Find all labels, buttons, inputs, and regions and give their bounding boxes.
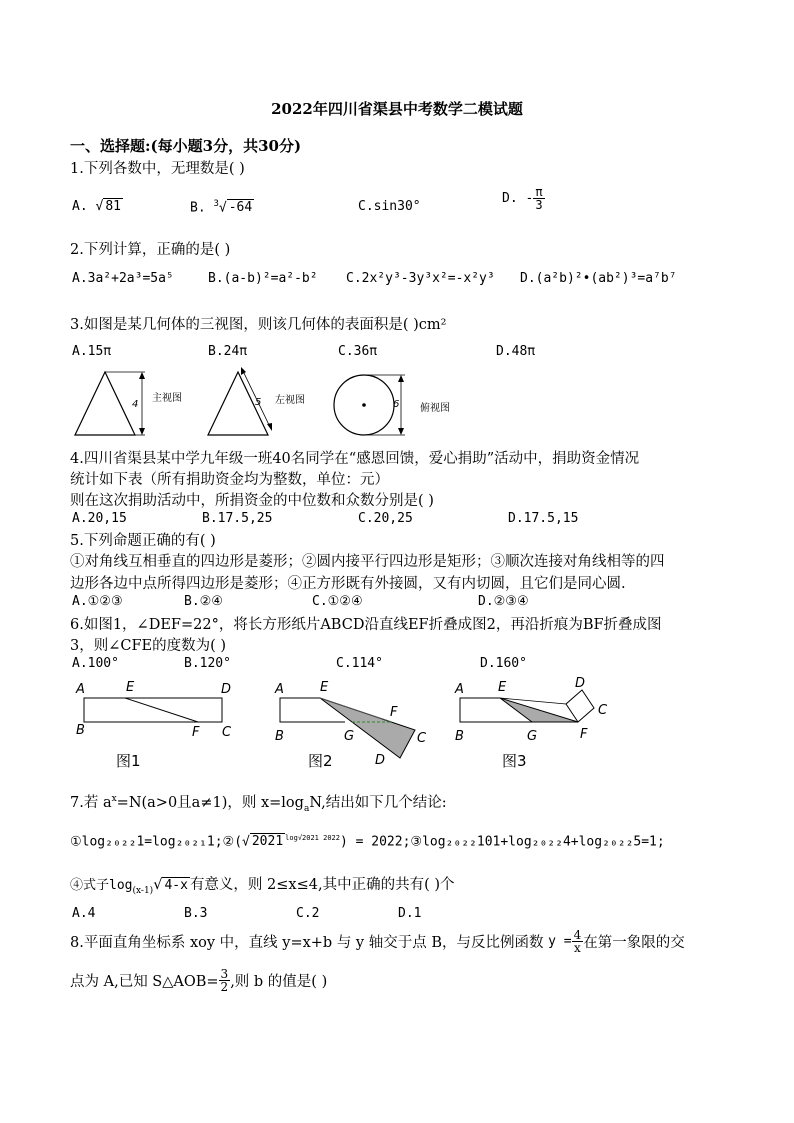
q1-option-b: B. $^3$√ -64 [190, 199, 253, 216]
q4-option-d: D.17.5,15 [508, 511, 579, 526]
svg-text:B: B [76, 723, 85, 738]
svg-text:G: G [344, 729, 355, 744]
svg-text:D: D [575, 676, 586, 691]
q3-three-views-figure [60, 365, 480, 440]
figure-2 [274, 680, 427, 770]
q8-line2: 点为 A,已知 S△AOB= $\frac{3}{2}$ ,则 b 的值是( ) [70, 967, 328, 994]
q5-option-c: C.①②④ [312, 594, 363, 609]
q2-option-a: A.3a²+2a³=5a⁵ [72, 271, 174, 286]
section-header: 一、选择题:(每小题3分，共30分) [70, 137, 302, 155]
figure-3 [454, 676, 608, 770]
q4-option-a: A.20,15 [72, 511, 127, 526]
front-view-triangle [75, 372, 182, 435]
q7-option-a: A.4 [72, 906, 96, 921]
q6-option-a: A.100° [72, 656, 119, 671]
q4-line2: 统计如下表（所有捐助资金均为整数，单位：元） [70, 472, 389, 488]
page-title: 2022年四川省渠县中考数学二模试题 [271, 100, 523, 118]
q5-stem: 5.下列命题正确的有( ) [70, 533, 216, 549]
q6-line2: 3，则∠CFE的度数为( ) [70, 638, 227, 654]
q5-line2: 边形各边中点所得四边形是菱形；④正方形既有外接圆，又有内切圆，且它们是同心圆. [70, 576, 626, 592]
q5-option-a: A.①②③ [72, 594, 123, 609]
figure-1 [75, 680, 232, 770]
q3-option-a: A.15π [72, 344, 112, 359]
side-dim: 5 [255, 397, 262, 408]
q2-option-c: C.2x²y³-3y³x²=-x²y³ [346, 271, 495, 286]
fig3-caption: 图3 [502, 752, 527, 770]
svg-text:F: F [192, 725, 200, 740]
q4-option-b: B.17.5,25 [202, 511, 273, 526]
fig1-caption: 图1 [116, 752, 141, 770]
q4-line1: 4.四川省渠县某中学九年级一班40名同学在“感恩回馈，爱心捐助”活动中，捐助资金情况 [70, 451, 640, 467]
top-label: 俯视图 [420, 403, 450, 414]
svg-text:C: C [417, 731, 427, 746]
q5-line1: ①对角线互相垂直的四边形是菱形；②圆内接平行四边形是矩形；③顺次连接对角线相等的四 [70, 554, 665, 570]
svg-text:A: A [455, 682, 464, 697]
q7-stem: 7.若 $a^x=N(a>0$且a≠1)，则 $x=\log_aN$,结出如下几个结论: [70, 794, 447, 814]
fig2-caption: 图2 [308, 752, 333, 770]
q7-option-b: B.3 [184, 906, 208, 921]
svg-text:C: C [598, 703, 608, 718]
svg-text:E: E [498, 680, 507, 695]
q2-option-d: D.(a²b)²•(ab²)³=a⁷b⁷ [520, 271, 677, 286]
q2-option-b: B.(a-b)²=a²-b² [208, 271, 318, 286]
svg-text:F: F [580, 727, 588, 742]
q1-stem: 1.下列各数中，无理数是( ) [70, 161, 245, 177]
q4-option-c: C.20,25 [358, 511, 413, 526]
q7-conclusion-4: ④式子$\log_{(x-1)}√$ 4-x 有意义，则 2≤x≤4,其中正确的共有( )个 [70, 877, 455, 896]
q6-line1: 6.如图1，∠DEF=22°，将长方形纸片ABCD沿直线EF折叠成图2，再沿折痕为BF折叠成图 [70, 617, 662, 633]
q3-option-d: D.48π [496, 344, 536, 359]
q6-option-b: B.120° [184, 656, 231, 671]
q2-stem: 2.下列计算，正确的是( ) [70, 242, 231, 258]
svg-text:B: B [275, 729, 284, 744]
top-dim: 6 [393, 399, 400, 410]
front-label: 主视图 [152, 393, 182, 404]
q1-option-d: D. - $\frac{\pi}{3}$ [502, 185, 543, 212]
q8-line1: 8.平面直角坐标系 xoy 中，直线 y=x+b 与 y 轴交于点 B，与反比例函数 y = $\frac{4}{x}$ 在第一象限的交 [70, 928, 685, 955]
q7-option-d: D.1 [398, 906, 422, 921]
q1-option-c: C.sin30° [358, 199, 421, 214]
svg-text:F: F [390, 705, 398, 720]
svg-text:A: A [76, 682, 85, 697]
side-label: 左视图 [275, 395, 305, 406]
q3-option-c: C.36π [338, 344, 378, 359]
q5-option-b: B.②④ [184, 594, 223, 609]
q1-option-a: A. √ 81 [72, 199, 121, 214]
svg-text:A: A [275, 682, 284, 697]
svg-text:C: C [222, 725, 232, 740]
top-view-circle [334, 375, 450, 435]
q5-option-d: D.②③④ [478, 594, 529, 609]
q4-line3: 则在这次捐助活动中，所捐资金的中位数和众数分别是( ) [70, 493, 434, 509]
q6-option-d: D.160° [480, 656, 527, 671]
svg-text:E: E [126, 680, 135, 695]
svg-text:E: E [320, 680, 329, 695]
q7-conclusions: ①log₂₀₂₂1=log₂₀₂₁1;②(√ 2021 $^{log√2021 2022}$) = 2022;③log₂₀₂₂101+log₂₀₂₂4+log₂₀₂₂5=1; [70, 834, 665, 850]
svg-text:D: D [375, 753, 386, 768]
svg-text:B: B [455, 729, 464, 744]
q3-stem: 3.如图是某几何体的三视图，则该几何体的表面积是( )cm² [70, 317, 447, 333]
side-view-triangle [208, 367, 305, 435]
q6-option-c: C.114° [336, 656, 383, 671]
q3-option-b: B.24π [208, 344, 248, 359]
svg-text:D: D [221, 682, 232, 697]
q6-folding-figure [70, 672, 630, 777]
q7-option-c: C.2 [296, 906, 320, 921]
front-dim: 4 [132, 399, 139, 410]
svg-text:G: G [527, 729, 538, 744]
